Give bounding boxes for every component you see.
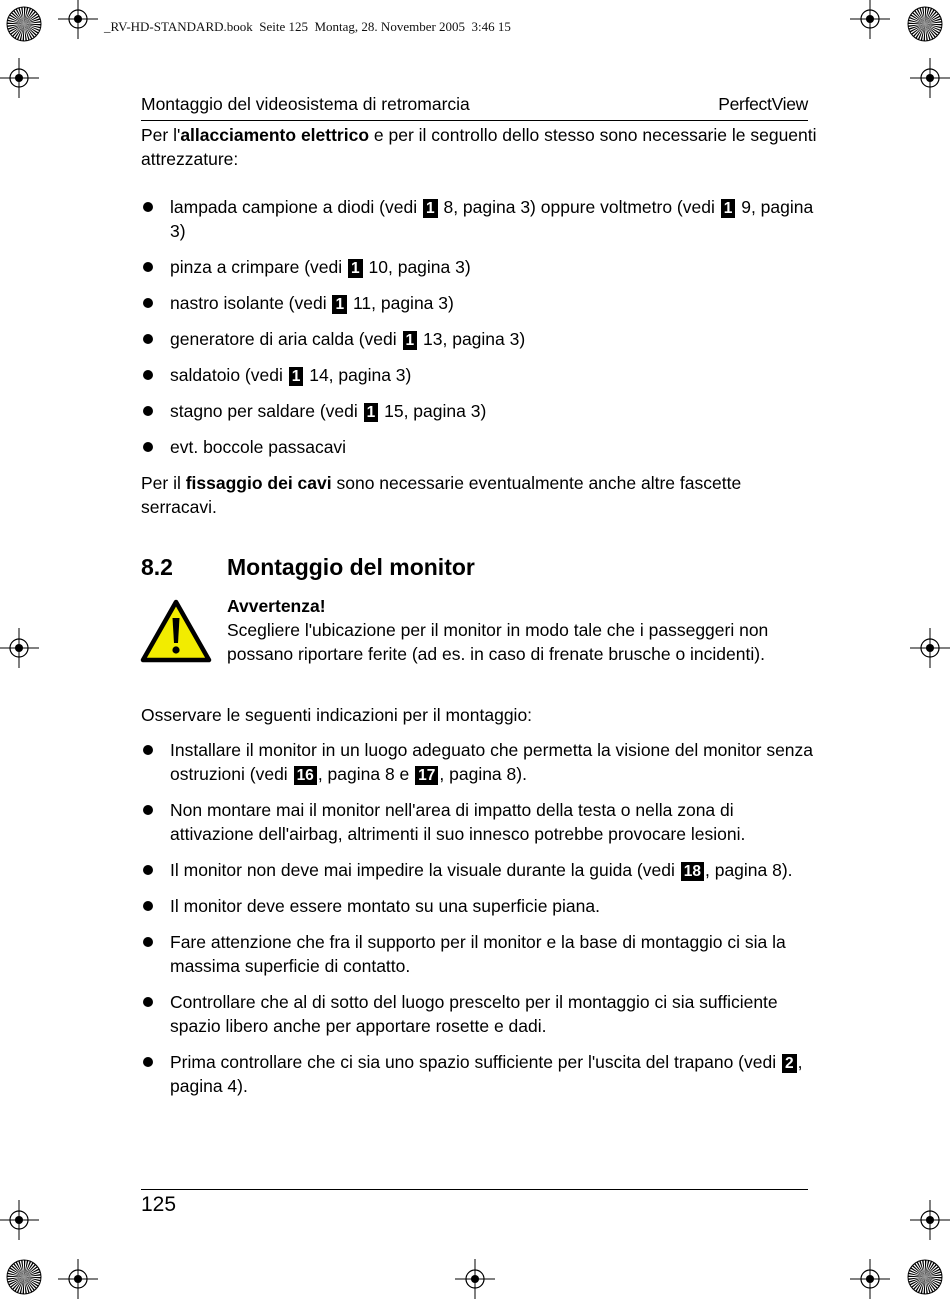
registration-mark-icon — [0, 1200, 39, 1240]
tool-list-text: nastro isolante (vedi — [170, 293, 332, 313]
registration-mark-icon — [0, 58, 39, 98]
instruction-list-text: Non montare mai il monitor nell'area di impatto della testa o nella zona di attivazione dell'airbag, altrimenti il suo innesco potrebbe provocare lesioni. — [170, 800, 746, 844]
intro-paragraph — [141, 123, 821, 171]
registration-mark-icon — [910, 1200, 950, 1240]
instruction-list-item — [141, 990, 821, 1038]
cables-bold: fissaggio dei cavi — [185, 473, 332, 493]
registration-star-icon — [907, 1259, 943, 1295]
cables-paragraph — [141, 471, 821, 519]
tool-list-text: generatore di aria calda (vedi — [170, 329, 402, 349]
tool-list-item — [141, 363, 821, 387]
tool-list-text: 10, pagina 3) — [363, 257, 471, 277]
figure-reference-badge: 1 — [423, 199, 438, 218]
figure-reference-badge: 1 — [364, 403, 379, 422]
instruction-list-text: , pagina 8). — [704, 860, 793, 880]
tools-list — [141, 195, 821, 471]
figure-reference-badge: 2 — [782, 1054, 797, 1073]
warning-block — [227, 594, 827, 666]
figure-reference-badge: 1 — [403, 331, 418, 350]
registration-mark-icon — [0, 628, 39, 668]
instruction-list-item — [141, 894, 821, 918]
instruction-list-text: Il monitor deve essere montato su una superficie piana. — [170, 896, 600, 916]
instruction-list-item — [141, 930, 821, 978]
tool-list-item — [141, 399, 821, 423]
registration-mark-icon — [850, 1259, 890, 1299]
instructions-list — [141, 738, 821, 1110]
tool-list-text: 13, pagina 3) — [418, 329, 526, 349]
registration-mark-icon — [58, 0, 98, 39]
tool-list-item — [141, 195, 821, 243]
tool-list-text: 9, pagina 3) — [170, 197, 814, 241]
instruction-list-item — [141, 858, 821, 882]
figure-reference-badge: 1 — [348, 259, 363, 278]
warning-title: Avvertenza! — [227, 596, 326, 616]
tool-list-text: 15, pagina 3) — [379, 401, 487, 421]
instruction-list-item — [141, 1050, 821, 1098]
figure-reference-badge: 17 — [415, 766, 438, 785]
figure-reference-badge: 1 — [332, 295, 347, 314]
tool-list-text: stagno per saldare (vedi — [170, 401, 363, 421]
warning-exclamation-dot — [172, 646, 179, 653]
page-number: 125 — [141, 1193, 177, 1216]
instruction-list-text: Controllare che al di sotto del luogo prescelto per il montaggio ci sia sufficiente spazio libero anche per apportare rosette e dadi. — [170, 992, 778, 1036]
warning-triangle-icon — [140, 599, 212, 663]
tool-list-item — [141, 291, 821, 315]
registration-mark-icon — [910, 628, 950, 668]
registration-mark-icon — [850, 0, 890, 39]
figure-reference-badge: 18 — [681, 862, 704, 881]
figure-reference-badge: 1 — [721, 199, 736, 218]
instruction-list-item — [141, 798, 821, 846]
figure-reference-badge: 1 — [289, 367, 304, 386]
tool-list-text: pinza a crimpare (vedi — [170, 257, 348, 277]
cables-prefix: Per il — [141, 473, 186, 493]
instruction-list-text: Il monitor non deve mai impedire la visuale durante la guida (vedi — [170, 860, 680, 880]
registration-mark-icon — [58, 1259, 98, 1299]
tool-list-text: 8, pagina 3) oppure voltmetro (vedi — [438, 197, 720, 217]
tool-list-text: saldatoio (vedi — [170, 365, 288, 385]
header-title: Montaggio del videosistema di retromarcia — [141, 94, 470, 114]
registration-star-icon — [6, 1259, 42, 1295]
registration-star-icon — [6, 6, 42, 42]
intro-bold: allacciamento elettrico — [180, 125, 370, 145]
intro-suffix: e per il controllo dello stesso sono necessarie le seguenti attrezzature: — [141, 125, 817, 169]
registration-mark-icon — [910, 58, 950, 98]
instruction-list-text: Prima controllare che ci sia uno spazio sufficiente per l'uscita del trapano (vedi — [170, 1052, 781, 1072]
instruction-list-item — [141, 738, 821, 786]
instruction-list-text: , pagina 8 e — [317, 764, 415, 784]
tool-list-text: lampada campione a diodi (vedi — [170, 197, 422, 217]
instruction-list-text: Installare il monitor in un luogo adeguato che permetta la visione del monitor senza ostruzioni (vedi — [170, 740, 814, 784]
tool-list-item — [141, 327, 821, 351]
tool-list-text: 14, pagina 3) — [304, 365, 412, 385]
registration-mark-icon — [455, 1259, 495, 1299]
registration-star-icon — [907, 6, 943, 42]
tool-list-item — [141, 435, 821, 459]
intro-prefix: Per l' — [141, 125, 181, 145]
instruction-list-text: , pagina 8). — [439, 764, 527, 784]
figure-reference-badge: 16 — [294, 766, 317, 785]
page-header — [141, 94, 808, 121]
tool-list-item — [141, 255, 821, 279]
tool-list-text: 11, pagina 3) — [348, 293, 454, 313]
section-title: Montaggio del monitor — [227, 554, 475, 580]
print-info-line: _RV-HD-STANDARD.book Seite 125 Montag, 28. November 2005 3:46 15 — [104, 19, 511, 34]
header-brand: PerfectView — [718, 94, 808, 114]
instructions-intro: Osservare le seguenti indicazioni per il montaggio: — [141, 705, 533, 725]
footer-rule — [141, 1189, 808, 1190]
tool-list-text: evt. boccole passacavi — [170, 437, 347, 457]
warning-text: Scegliere l'ubicazione per il monitor in modo tale che i passeggeri non possano riportare ferite (ad es. in caso di frenate brusche o incidenti). — [227, 620, 769, 664]
instruction-list-text: , pagina 4). — [170, 1052, 803, 1096]
cables-suffix: sono necessarie eventualmente anche altre fascette serracavi. — [141, 473, 742, 517]
instruction-list-text: Fare attenzione che fra il supporto per il monitor e la base di montaggio ci sia la massima superficie di contatto. — [170, 932, 786, 976]
section-number: 8.2 — [141, 554, 173, 580]
